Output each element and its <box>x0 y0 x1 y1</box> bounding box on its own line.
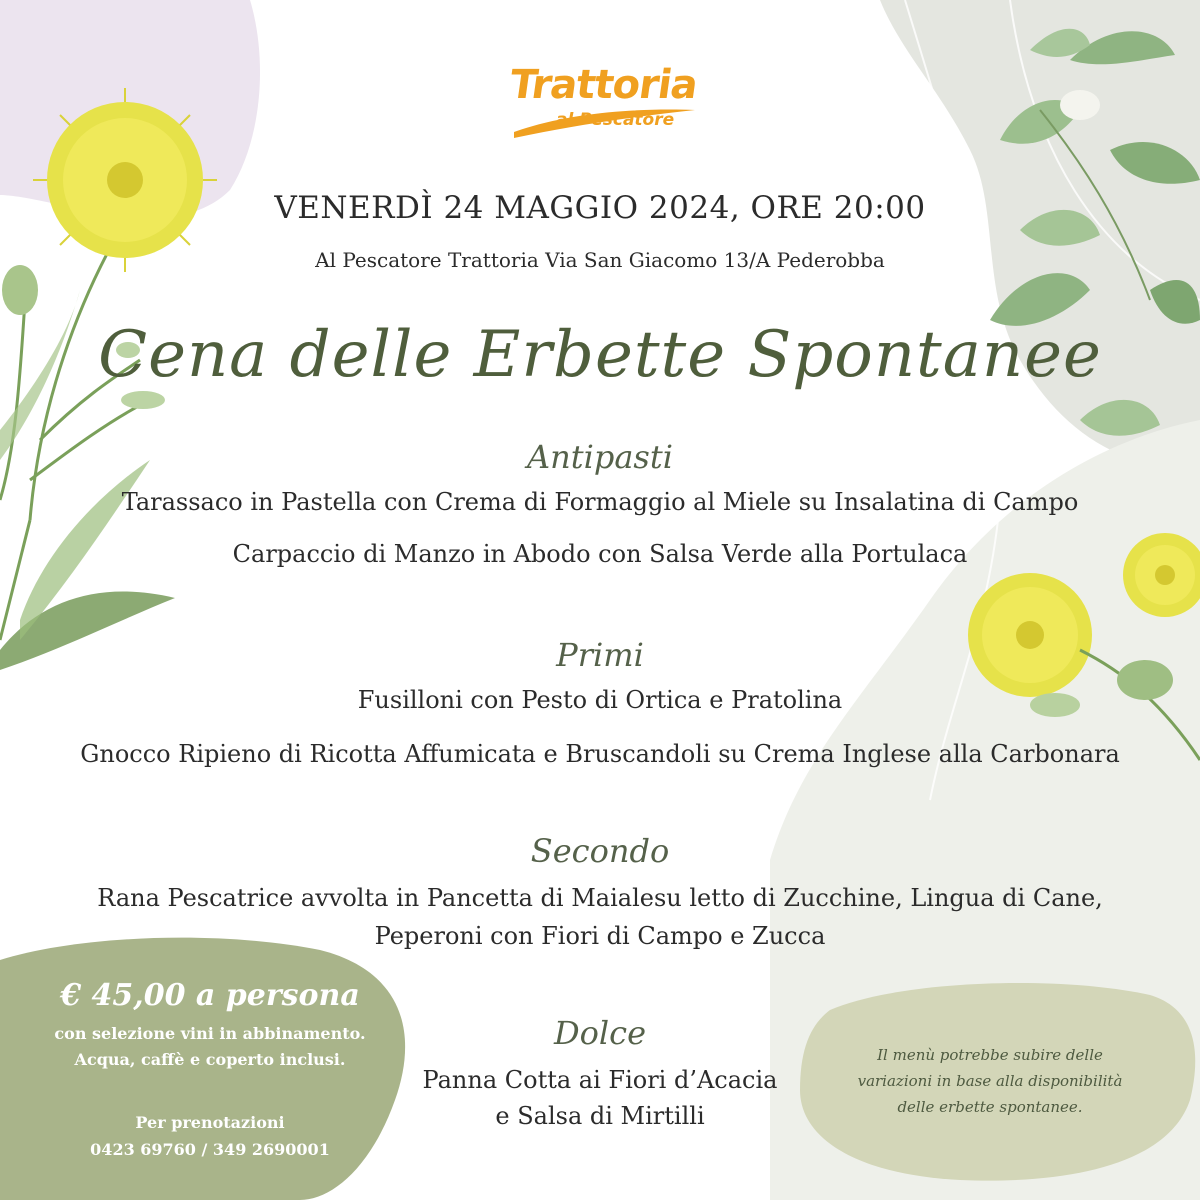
booking-phones: 0423 69760 / 349 2690001 <box>90 1140 330 1159</box>
dish-dolce-line-2: e Salsa di Mirtilli <box>495 1102 705 1130</box>
event-address: Al Pescatore Trattoria Via San Giacomo 13/A Pederobba <box>315 248 885 272</box>
price-note-line-2: Acqua, caffè e coperto inclusi. <box>74 1050 346 1069</box>
section-primi-heading: Primi <box>556 636 644 674</box>
price-info <box>0 978 420 1159</box>
price-note <box>0 1021 420 1073</box>
dish-secondo-line-1: Rana Pescatrice avvolta in Pancetta di Maialesu letto di Zucchine, Lingua di Cane, <box>97 884 1103 912</box>
disclaimer-line-1: Il menù potrebbe subire delle <box>877 1046 1103 1064</box>
menu-disclaimer <box>810 1042 1170 1120</box>
dish-primi-2: Gnocco Ripieno di Ricotta Affumicata e Bruscandoli su Crema Inglese alla Carbonara <box>80 740 1120 768</box>
price-note-line-1: con selezione vini in abbinamento. <box>54 1024 366 1043</box>
section-dolce-heading: Dolce <box>553 1014 646 1052</box>
disclaimer-line-3: delle erbette spontanee. <box>897 1098 1083 1116</box>
trattoria-logo <box>506 62 700 162</box>
section-secondo-heading: Secondo <box>530 832 670 870</box>
left-dandelion <box>33 88 217 272</box>
dish-dolce-line-1: Panna Cotta ai Fiori d’Acacia <box>422 1066 778 1094</box>
event-date-time: VENERDÌ 24 MAGGIO 2024, ORE 20:00 <box>274 190 926 226</box>
disclaimer-line-2: variazioni in base alla disponibilità <box>857 1072 1123 1090</box>
dish-primi-1: Fusilloni con Pesto di Ortica e Pratolina <box>357 686 843 714</box>
dish-antipasti-2: Carpaccio di Manzo in Abodo con Salsa Verde alla Portulaca <box>232 540 968 568</box>
logo-sub-text: al Pescatore <box>556 110 675 130</box>
event-title: Cena delle Erbette Spontanee <box>98 318 1102 392</box>
price-amount: € 45,00 a persona <box>60 978 360 1013</box>
dish-secondo-line-2: Peperoni con Fiori di Campo e Zucca <box>374 922 826 950</box>
booking-label: Per prenotazioni <box>135 1113 285 1132</box>
logo-main-text: Trattoria <box>506 62 700 108</box>
dish-antipasti-1: Tarassaco in Pastella con Crema di Formaggio al Miele su Insalatina di Campo <box>121 488 1079 516</box>
right-dandelion-large <box>968 573 1092 697</box>
section-antipasti-heading: Antipasti <box>527 438 673 476</box>
